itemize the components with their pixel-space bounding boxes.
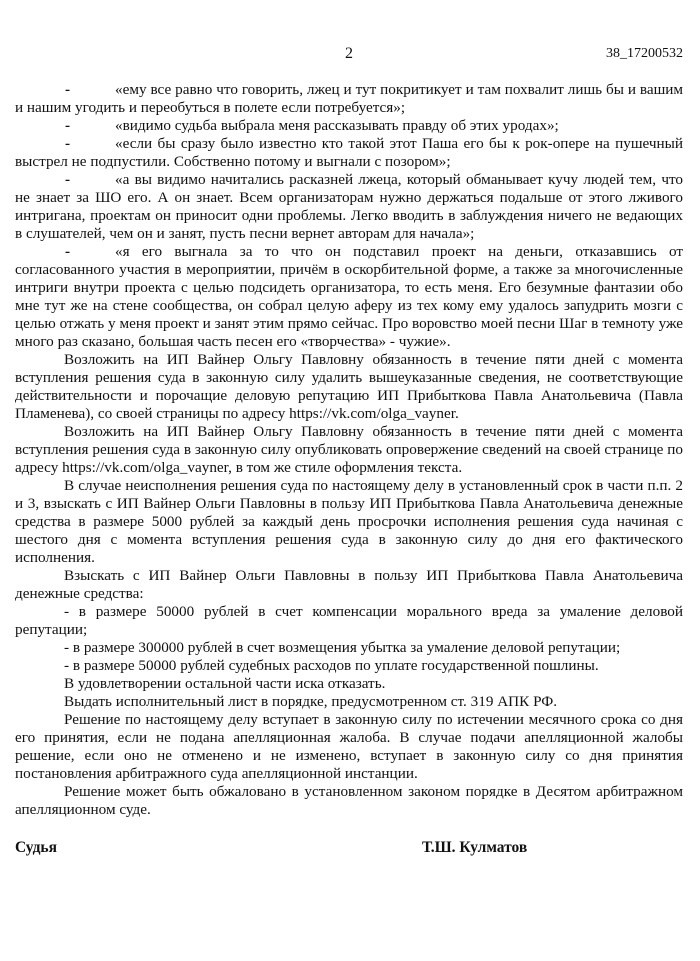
paragraph-writ: Выдать исполнительный лист в порядке, предусмотренном ст. 319 АПК РФ. [64, 693, 558, 710]
page-header [0, 45, 700, 65]
dash-bullet: - [65, 117, 71, 134]
document-body [15, 81, 683, 819]
quote-item [15, 171, 683, 243]
paragraph-remove-order: Возложить на ИП Вайнер Ольгу Павловну обязанность в течение пяти дней с момента вступления решения суда в законную силу удалить вышеуказанные сведения, не соответствующие действительности и порочащие деловую репутацию ИП Прибыткова Павла Анатольевича (Павла Пламенева), со своей страницы по адресу https://vk.com/olga_vayner. [15, 351, 683, 422]
quote-text: «а вы видимо начитались расказней лжеца, который обманывает кучу людей тем, что не знает за ШО его. А он знает. Всем организаторам нужно держаться подальше от этого лживого интригана, проектам он приносит одни проблемы. Легко вводить в заблуждения ничего не ведающих в слушателей, чем он и занят, пусть песни вернет авторам для начала»; [15, 171, 683, 242]
quote-item [15, 81, 683, 117]
paragraph-penalty: В случае неисполнения решения суда по настоящему делу в установленный срок в части п.п. 2 и 3, взыскать с ИП Вайнер Ольги Павловны в пользу ИП Прибыткова Павла Анатольевича денежные средства в размере 5000 рублей за каждый день просрочки исполнения решения суда начиная с шестого дня с момента вступления решения суда в законную силу до дня его фактического исполнения. [15, 477, 683, 566]
dash-bullet: - [65, 171, 71, 188]
quote-item [15, 243, 683, 351]
dash-bullet: - [65, 243, 71, 260]
case-number: 38_17200532 [606, 46, 683, 61]
paragraph-recover-intro: Взыскать с ИП Вайнер Ольги Павловны в пользу ИП Прибыткова Павла Анатольевича денежные средства: [15, 567, 683, 602]
page-number: 2 [345, 45, 353, 62]
recover-item: - в размере 300000 рублей в счет возмещения убытка за умаление деловой репутации; [64, 639, 621, 656]
signature-role: Судья [15, 839, 58, 856]
recover-item: - в размере 50000 рублей судебных расходов по уплате государственной пошлины. [64, 657, 599, 674]
quote-item [15, 135, 683, 171]
paragraph-reject-rest: В удовлетворении остальной части иска отказать. [64, 675, 386, 692]
paragraph-refutation-order: Возложить на ИП Вайнер Ольгу Павловну обязанность в течение пяти дней с момента вступления решения суда в законную силу опубликовать опровержение сведений на своей странице по адресу https://vk.com/olga_vayner, в том же стиле оформления текста. [15, 423, 683, 476]
dash-bullet: - [65, 135, 71, 152]
paragraph-entry-into-force: Решение по настоящему делу вступает в законную силу по истечении месячного срока со дня его принятия, если не подана апелляционная жалоба. В случае подачи апелляционной жалобы решение, если оно не отменено и не изменено, вступает в законную силу со дня принятия постановления арбитражного суда апелляционной инстанции. [15, 711, 683, 782]
quote-text: «ему все равно что говорить, лжец и тут покритикует и там похвалит лишь бы и вашим и нашим угодить и переобуться в полете если потребуется»; [15, 81, 683, 116]
quote-text: «я его выгнала за то что он подставил проект на деньги, отказавшись от согласованного участия в мероприятии, причём в оскорбительной форме, а также за многочисленные интриги внутри проекта с целью подсидеть организатора, то есть меня. Его безумные фантазии обо мне тут же на стене сообщества, он собрал целую аферу из тех кому ему удалось запудрить мозги с целью отжать у меня проект и занят этим прямо сейчас. Про воровство моей песни Шаг в темноту уже много раз сказано, большая часть песен его «творчества» - чужие». [15, 243, 683, 350]
paragraph-appeal: Решение может быть обжаловано в установленном законом порядке в Десятом арбитражном апелляционном суде. [15, 783, 683, 818]
dash-bullet: - [65, 81, 71, 98]
quote-text: «видимо судьба выбрала меня рассказывать правду об этих уродах»; [115, 117, 559, 134]
quote-text: «если бы сразу было известно кто такой этот Паша его бы к рок-опере на пушечный выстрел не подпустили. Собственно потому и выгнали с позором»; [15, 135, 683, 170]
quote-item [15, 117, 683, 135]
recover-item: - в размере 50000 рублей в счет компенсации морального вреда за умаление деловой репутации; [15, 603, 683, 638]
signature-name: Т.Ш. Кулматов [422, 839, 528, 856]
